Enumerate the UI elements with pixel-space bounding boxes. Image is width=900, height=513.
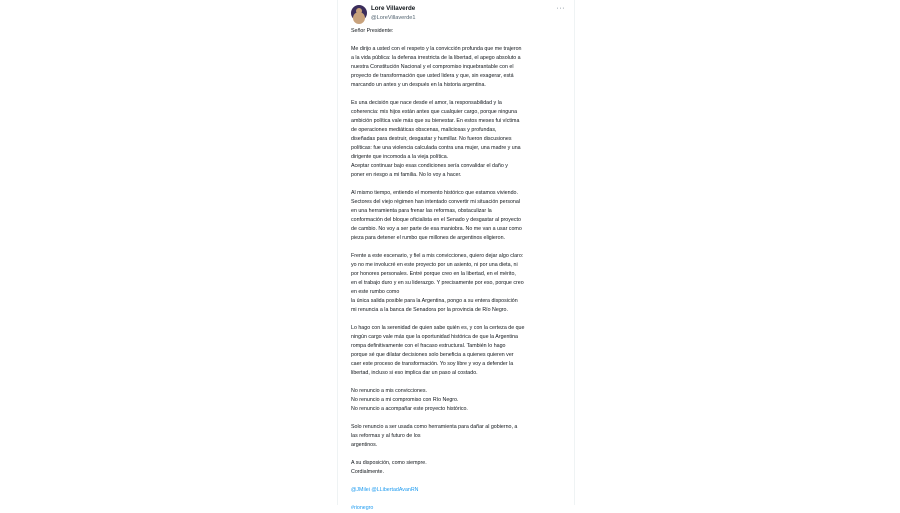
author-names (371, 5, 415, 22)
paragraph-1: Me dirijo a usted con el respeto y la convicción profunda que me trajeron a la vida pública: la defensa irrestricta de la libertad, el apego absoluto a nuestra Constitución Nacional y el compromiso inquebrantable con el proyecto de transformación que usted lidera y que, sin exagerar, está marcando un antes y un después en la historia argentina. (351, 46, 522, 88)
tweet-header (338, 0, 574, 30)
closing: A su disposición, como siempre. Cordialmente. (351, 460, 427, 475)
tweet-card (337, 0, 575, 511)
tweet-body (351, 27, 569, 513)
more-options-icon[interactable]: ··· (556, 5, 565, 12)
mention-llibertadavanrn[interactable]: @LLibertadAvanRN (371, 487, 419, 493)
avatar[interactable] (351, 5, 367, 21)
mentions (351, 486, 569, 495)
display-name[interactable]: Lore Villaverde (371, 5, 416, 12)
paragraph-3: Al mismo tiempo, entiendo el momento histórico que estamos viviendo. Sectores del viejo régimen han intentado convertir mi situación personal en una herramienta para frenar las reformas, obstaculizar la conformación del bloque oficialista en el Senado y desgastar al proyecto de cambio. No voy a ser parte de esa maniobra. No me van a usar como pieza para detener el rumbo que millones de argentinos eligieron. (351, 190, 522, 241)
mention-jmilei[interactable]: @JMilei (351, 487, 370, 493)
paragraph-7: Solo renuncio a ser usada como herramienta para dañar al gobierno, a las reformas y al futuro de los argentinos. (351, 424, 518, 448)
paragraph-2: Es una decisión que nace desde el amor, la responsabilidad y la coherencia: mis hijos están antes que cualquier cargo, porque ninguna ambición política vale más que su bienestar. En estos meses fui víctima de operaciones mediáticas obscenas, maliciosas y profundas, diseñadas para destruir, desgastar y humillar. No fueron discusiones políticas: fue una violencia calculada contra una mujer, una madre y una dirigente que incomoda a la vieja política. Aceptar continuar bajo esas condiciones sería convalidar el daño y poner en riesgo a mi familia. No lo voy a hacer. (351, 100, 521, 178)
hashtag-rionegro[interactable]: #rionegro (351, 505, 374, 511)
paragraph-4: Frente a este escenario, y fiel a mis convicciones, quiero dejar algo claro: yo no me involucré en este proyecto por un asiento, ni por una dieta, ni por honores personales. Entré porque creo en la libertad, en el mérito, en el trabajo duro y en su liderazgo. Y precisamente por eso, porque creo en este rumbo como la única salida posible para la Argentina, pongo a su entera disposición mi renuncia a la banca de Senadora por la provincia de Río Negro. (351, 253, 524, 313)
greeting: Señor Presidente: (351, 28, 394, 34)
hashtags (351, 504, 569, 513)
paragraph-6: No renuncio a mis convicciones. No renuncio a mi compromiso con Río Negro. No renuncio a acompañar este proyecto histórico. (351, 388, 468, 412)
user-handle[interactable]: @LoreVillaverde1 (371, 15, 416, 21)
paragraph-5: Lo hago con la serenidad de quien sabe quién es, y con la certeza de que ningún cargo vale más que la oportunidad histórica de que la Argentina rompa definitivamente con el fracaso estructural. También lo hago porque sé que dilatar decisiones solo beneficia a quienes quieren ver caer este proceso de transformación. Yo soy libre y voy a defender la libertad, incluso si eso implica dar un paso al costado. (351, 325, 525, 376)
